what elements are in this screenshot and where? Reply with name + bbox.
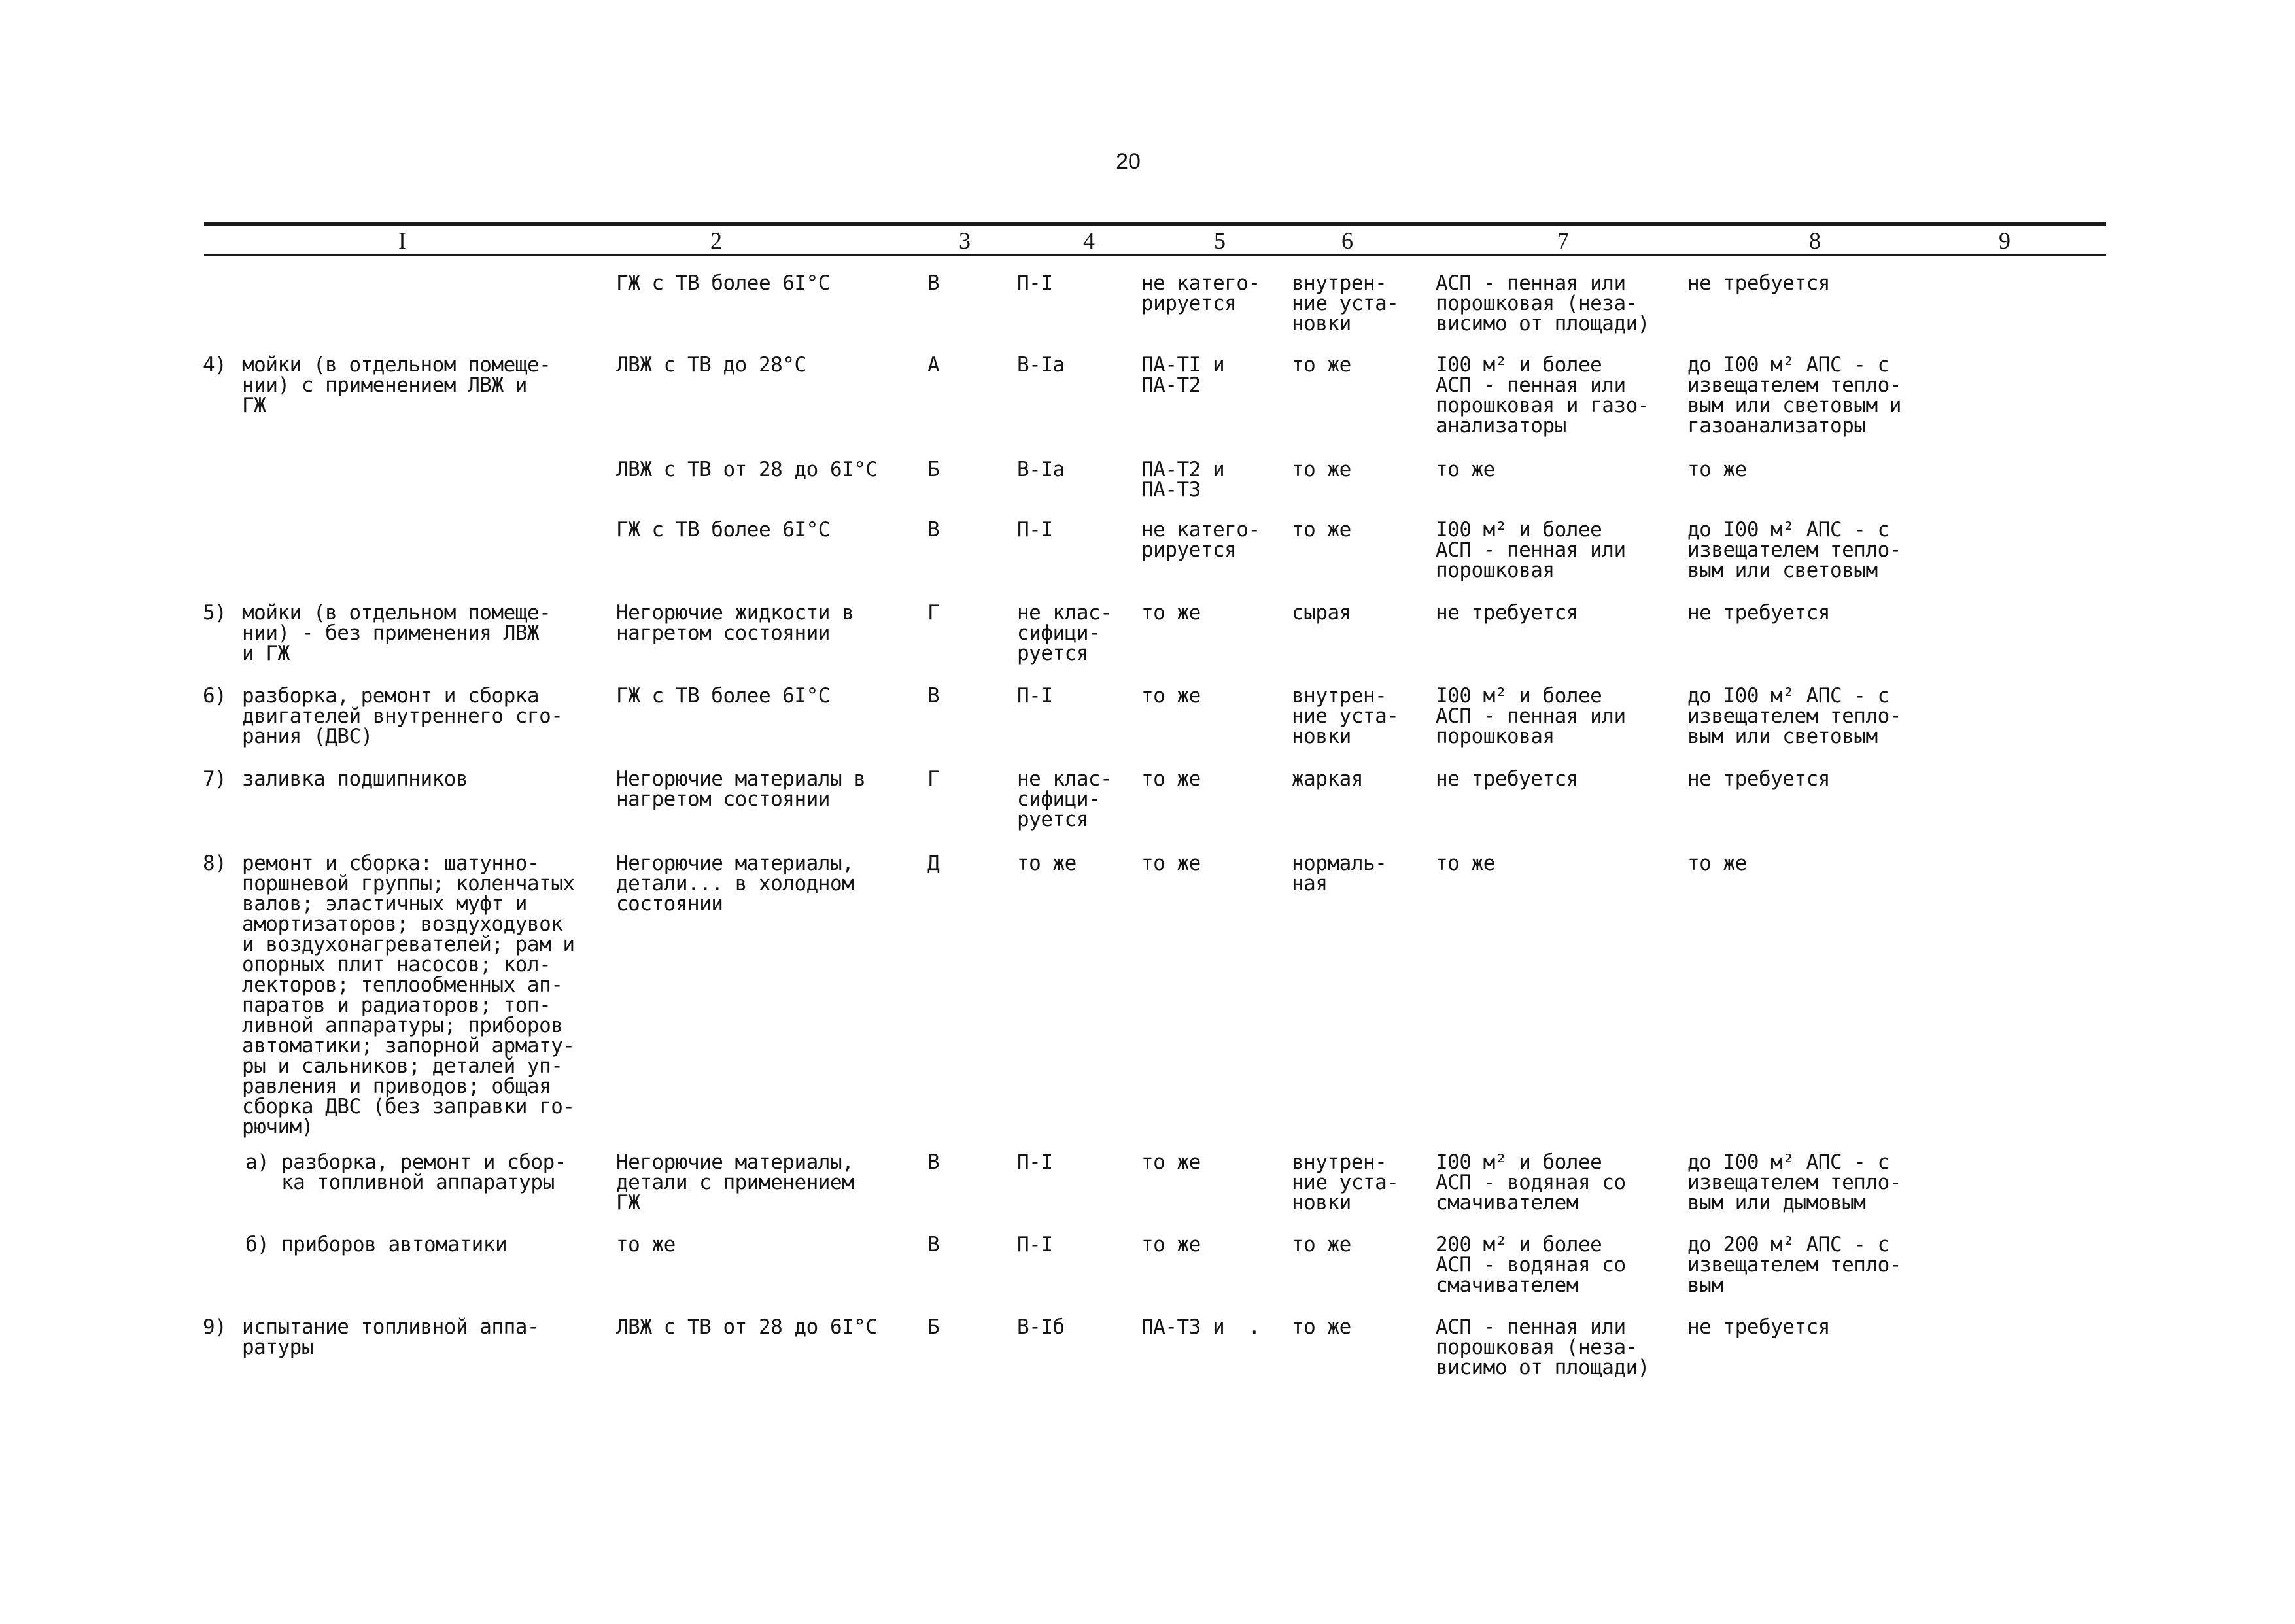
table-cell-col8: не требуется (1687, 1315, 1830, 1339)
table-cell-col6: то же (1292, 458, 1351, 481)
table-cell-col3: Б (927, 1315, 940, 1339)
table-cell-col1: приборов автоматики (281, 1233, 508, 1256)
table-cell-col7: I00 м² и более АСП - водяная со смачивателем (1436, 1150, 1626, 1215)
table-cell-col8: то же (1687, 458, 1747, 481)
table-cell-col6: внутрен- ние уста- новки (1292, 271, 1399, 336)
table-cell-col3: Д (927, 852, 940, 875)
table-cell-col8: не требуется (1687, 767, 1830, 791)
table-cell-col5: не катего- рируется (1141, 518, 1260, 562)
table-cell-col5: ПА-Т3 и . (1141, 1315, 1260, 1339)
table-cell-col5: то же (1141, 1150, 1201, 1174)
table-cell-col8: не требуется (1687, 271, 1830, 295)
row-number: а) (245, 1150, 269, 1174)
table-cell-col3: В (927, 518, 940, 542)
table-cell-col8: до 200 м² АПС - с извещателем тепло- вым (1687, 1233, 1901, 1297)
table-cell-col4: В-Iа (1017, 458, 1065, 481)
table-cell-col7: АСП - пенная или порошковая (неза- висимо от площади) (1436, 1315, 1649, 1379)
table-cell-col3: Б (927, 458, 940, 481)
table-cell-col4: П-I (1017, 1233, 1053, 1256)
table-cell-col2: Негорючие материалы в нагретом состоянии (616, 767, 866, 811)
row-number: 6) (203, 684, 227, 708)
table-cell-col7: 200 м² и более АСП - водяная со смачивателем (1436, 1233, 1626, 1297)
table-cell-col4: то же (1017, 852, 1077, 875)
table-cell-col5: то же (1141, 852, 1201, 875)
table-cell-col7: I00 м² и более АСП - пенная или порошковая (1436, 518, 1626, 582)
table-cell-col3: В (927, 1233, 940, 1256)
table-cell-col8: до I00 м² АПС - с извещателем тепло- вым или световым (1687, 518, 1901, 582)
row-number: 8) (203, 852, 227, 875)
table-cell-col4: П-I (1017, 271, 1053, 295)
table-cell-col1: испытание топливной аппа- ратуры (242, 1315, 540, 1359)
col-header-5: 5 (1214, 228, 1226, 254)
row-number: 4) (203, 353, 227, 377)
table-cell-col7: I00 м² и более АСП - пенная или порошковая (1436, 684, 1626, 748)
table-cell-col1: мойки (в отдельном помеще- нии) с применением ЛВЖ и ГЖ (242, 353, 551, 417)
page-number: 20 (1116, 149, 1141, 174)
table-cell-col1: разборка, ремонт и сбор- ка топливной аппаратуры (281, 1150, 566, 1194)
table-cell-col8: то же (1687, 852, 1747, 875)
row-number: 9) (203, 1315, 227, 1339)
table-cell-col2: ЛВЖ с ТВ от 28 до 6I°С (616, 1315, 878, 1339)
table-cell-col7: то же (1436, 458, 1495, 481)
table-cell-col6: то же (1292, 1233, 1351, 1256)
col-header-8: 8 (1809, 228, 1821, 254)
table-cell-col2: ЛВЖ с ТВ от 28 до 6I°С (616, 458, 878, 481)
table-cell-col4: П-I (1017, 1150, 1053, 1174)
table-cell-col4: П-I (1017, 684, 1053, 708)
table-cell-col6: жаркая (1292, 767, 1363, 791)
table-cell-col1: мойки (в отдельном помеще- нии) - без применения ЛВЖ и ГЖ (242, 601, 551, 665)
row-number: б) (245, 1233, 269, 1256)
table-cell-col4: В-Iа (1017, 353, 1065, 377)
table-cell-col5: не катего- рируется (1141, 271, 1260, 315)
table-cell-col5: ПА-ТI и ПА-Т2 (1141, 353, 1225, 397)
table-cell-col5: ПА-Т2 и ПА-Т3 (1141, 458, 1225, 502)
col-header-1: I (398, 228, 406, 254)
table-cell-col2: ЛВЖ с ТВ до 28°С (616, 353, 806, 377)
table-cell-col3: А (927, 353, 940, 377)
table-cell-col6: то же (1292, 1315, 1351, 1339)
table-top-rule (204, 222, 2106, 226)
table-cell-col2: то же (616, 1233, 676, 1256)
table-cell-col7: то же (1436, 852, 1495, 875)
table-cell-col3: В (927, 1150, 940, 1174)
table-cell-col2: Негорючие материалы, детали... в холодном состоянии (616, 852, 854, 916)
table-cell-col2: Негорючие материалы, детали с применением ГЖ (616, 1150, 854, 1215)
table-cell-col4: не клас- сифици- руется (1017, 601, 1113, 665)
table-cell-col5: то же (1141, 1233, 1201, 1256)
row-number: 5) (203, 601, 227, 625)
table-cell-col8: не требуется (1687, 601, 1830, 625)
table-cell-col4: не клас- сифици- руется (1017, 767, 1113, 831)
table-cell-col3: В (927, 684, 940, 708)
table-cell-col7: не требуется (1436, 601, 1578, 625)
table-cell-col3: В (927, 271, 940, 295)
table-cell-col4: В-Iб (1017, 1315, 1065, 1339)
table-cell-col3: Г (927, 767, 940, 791)
col-header-7: 7 (1557, 228, 1569, 254)
col-header-4: 4 (1083, 228, 1095, 254)
table-cell-col4: П-I (1017, 518, 1053, 542)
table-cell-col5: то же (1141, 684, 1201, 708)
col-header-2: 2 (710, 228, 722, 254)
table-header-rule (204, 254, 2106, 256)
table-cell-col1: разборка, ремонт и сборка двигателей внутреннего сго- рания (ДВС) (242, 684, 563, 748)
table-cell-col6: то же (1292, 518, 1351, 542)
table-cell-col8: до I00 м² АПС - с извещателем тепло- вым или световым и газоанализаторы (1687, 353, 1901, 438)
table-cell-col8: до I00 м² АПС - с извещателем тепло- вым или световым (1687, 684, 1901, 748)
table-cell-col2: ГЖ с ТВ более 6I°С (616, 518, 830, 542)
table-cell-col1: заливка подшипников (242, 767, 468, 791)
table-cell-col6: нормаль- ная (1292, 852, 1387, 895)
table-cell-col5: то же (1141, 767, 1201, 791)
col-header-3: 3 (959, 228, 971, 254)
table-cell-col6: сырая (1292, 601, 1351, 625)
table-cell-col6: внутрен- ние уста- новки (1292, 684, 1399, 748)
table-cell-col7: I00 м² и более АСП - пенная или порошковая и газо- анализаторы (1436, 353, 1649, 438)
table-cell-col6: то же (1292, 353, 1351, 377)
table-cell-col2: Негорючие жидкости в нагретом состоянии (616, 601, 854, 645)
col-header-9: 9 (1999, 228, 2010, 254)
row-number: 7) (203, 767, 227, 791)
col-header-6: 6 (1341, 228, 1353, 254)
table-cell-col3: Г (927, 601, 940, 625)
table-cell-col7: АСП - пенная или порошковая (неза- висимо от площади) (1436, 271, 1649, 336)
table-cell-col1: ремонт и сборка: шатунно- поршневой группы; коленчатых валов; эластичных муфт и амортизаторов; воздуходувок и воздухонагревателей; рам и опорных плит насосов; кол- лекторов; теплообменных ап- паратов и радиаторов; топ- ливной аппаратуры; приборов автоматики; запорной армату- ры и сальников; деталей уп- равления и приводов; общая сборка ДВС (без заправки го- рючим) (242, 852, 575, 1139)
table-cell-col2: ГЖ с ТВ более 6I°С (616, 684, 830, 708)
table-cell-col6: внутрен- ние уста- новки (1292, 1150, 1399, 1215)
table-cell-col8: до I00 м² АПС - с извещателем тепло- вым или дымовым (1687, 1150, 1901, 1215)
table-cell-col7: не требуется (1436, 767, 1578, 791)
table-cell-col2: ГЖ с ТВ более 6I°С (616, 271, 830, 295)
table-cell-col5: то же (1141, 601, 1201, 625)
